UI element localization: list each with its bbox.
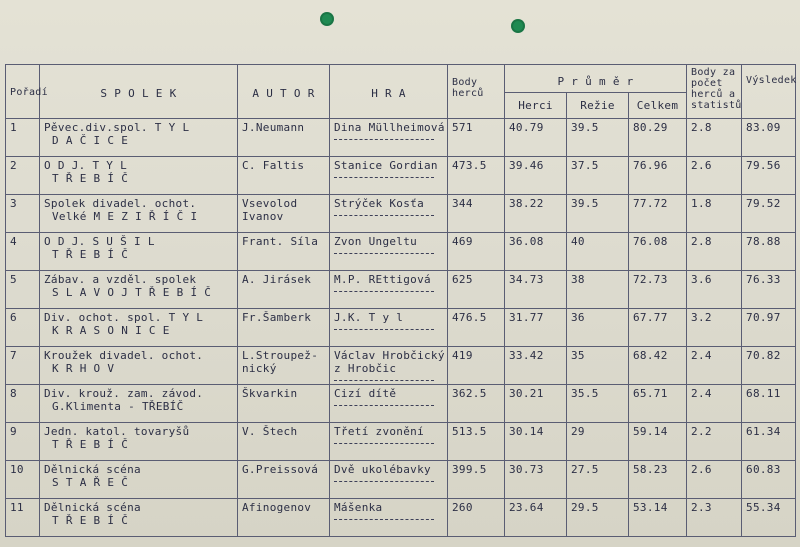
poradi-cell: 3 bbox=[6, 195, 40, 233]
vysledek-cell: 78.88 bbox=[742, 233, 796, 271]
celkem-cell: 68.42 bbox=[629, 347, 687, 385]
hra-line-1: Třetí zvonění bbox=[334, 425, 424, 438]
hra-line-1: Cizí dítě bbox=[334, 387, 397, 400]
hra-line-2: z Hrobčic bbox=[334, 362, 397, 375]
autor-line-1: Fr.Šamberk bbox=[242, 311, 312, 324]
spolek-cell bbox=[40, 233, 238, 271]
table-row bbox=[6, 499, 796, 537]
spolek-line-2: K R H O V bbox=[52, 362, 115, 375]
hra-line-1: M.P. REttigová bbox=[334, 273, 431, 286]
table-row bbox=[6, 119, 796, 157]
hra-cell bbox=[330, 309, 448, 347]
hra-underline bbox=[334, 289, 434, 292]
hra-underline bbox=[334, 175, 434, 178]
herci-cell: 30.21 bbox=[505, 385, 567, 423]
body-cell: 473.5 bbox=[448, 157, 505, 195]
herci-cell: 39.46 bbox=[505, 157, 567, 195]
header-poradi: Pořadí bbox=[6, 65, 40, 119]
table-row bbox=[6, 385, 796, 423]
rezie-cell: 36 bbox=[567, 309, 629, 347]
body-cell: 399.5 bbox=[448, 461, 505, 499]
celkem-cell: 76.96 bbox=[629, 157, 687, 195]
header-rezie: Režie bbox=[567, 93, 629, 119]
body-za-cell: 2.8 bbox=[687, 119, 742, 157]
table-row bbox=[6, 461, 796, 499]
hra-underline bbox=[334, 378, 434, 381]
body-cell: 362.5 bbox=[448, 385, 505, 423]
hra-cell bbox=[330, 195, 448, 233]
autor-cell bbox=[238, 309, 330, 347]
hra-line-1: Mášenka bbox=[334, 501, 383, 514]
body-za-cell: 2.8 bbox=[687, 233, 742, 271]
autor-line-1: Vsevolod bbox=[242, 197, 298, 210]
vysledek-cell: 68.11 bbox=[742, 385, 796, 423]
vysledek-cell: 83.09 bbox=[742, 119, 796, 157]
hra-underline bbox=[334, 441, 434, 444]
table-row bbox=[6, 423, 796, 461]
spolek-line-1: O D J. S U Š I L bbox=[44, 235, 155, 248]
autor-line-1: G.Preissová bbox=[242, 463, 319, 476]
body-za-cell: 2.6 bbox=[687, 157, 742, 195]
spolek-line-2: G.Klimenta - TŘEBÍČ bbox=[52, 400, 184, 413]
poradi-cell: 5 bbox=[6, 271, 40, 309]
autor-line-1: Afinogenov bbox=[242, 501, 312, 514]
vysledek-cell: 76.33 bbox=[742, 271, 796, 309]
poradi-cell: 11 bbox=[6, 499, 40, 537]
autor-cell bbox=[238, 461, 330, 499]
herci-cell: 40.79 bbox=[505, 119, 567, 157]
header-body-za: Body za počet herců a statistů bbox=[687, 65, 742, 119]
autor-cell bbox=[238, 119, 330, 157]
herci-cell: 33.42 bbox=[505, 347, 567, 385]
rezie-cell: 39.5 bbox=[567, 119, 629, 157]
hra-line-1: Strýček Kosťa bbox=[334, 197, 424, 210]
header-prumer: P r ů m ě r bbox=[505, 65, 687, 93]
spolek-line-1: Spolek divadel. ochot. bbox=[44, 197, 197, 210]
hra-cell bbox=[330, 385, 448, 423]
celkem-cell: 72.73 bbox=[629, 271, 687, 309]
herci-cell: 31.77 bbox=[505, 309, 567, 347]
hra-underline bbox=[334, 137, 434, 140]
rezie-cell: 38 bbox=[567, 271, 629, 309]
spolek-cell bbox=[40, 423, 238, 461]
autor-cell bbox=[238, 423, 330, 461]
autor-line-1: J.Neumann bbox=[242, 121, 305, 134]
vysledek-cell: 60.83 bbox=[742, 461, 796, 499]
hra-underline bbox=[334, 517, 434, 520]
autor-line-1: Frant. Síla bbox=[242, 235, 319, 248]
spolek-cell bbox=[40, 461, 238, 499]
poradi-cell: 9 bbox=[6, 423, 40, 461]
poradi-cell: 7 bbox=[6, 347, 40, 385]
spolek-line-1: Div. krouž. zam. závod. bbox=[44, 387, 204, 400]
hra-cell bbox=[330, 461, 448, 499]
body-cell: 625 bbox=[448, 271, 505, 309]
celkem-cell: 76.08 bbox=[629, 233, 687, 271]
hra-cell bbox=[330, 423, 448, 461]
autor-line-2: Ivanov bbox=[242, 210, 284, 223]
spolek-line-1: Kroužek divadel. ochot. bbox=[44, 349, 204, 362]
autor-line-1: Škvarkin bbox=[242, 387, 298, 400]
header-autor: A U T O R bbox=[238, 65, 330, 119]
autor-cell bbox=[238, 195, 330, 233]
autor-cell bbox=[238, 157, 330, 195]
hra-line-1: J.K. T y l bbox=[334, 311, 404, 324]
body-za-cell: 1.8 bbox=[687, 195, 742, 233]
rezie-cell: 35 bbox=[567, 347, 629, 385]
header-hra: H R A bbox=[330, 65, 448, 119]
body-cell: 469 bbox=[448, 233, 505, 271]
body-cell: 419 bbox=[448, 347, 505, 385]
vysledek-cell: 70.82 bbox=[742, 347, 796, 385]
hra-underline bbox=[334, 479, 434, 482]
hra-cell bbox=[330, 119, 448, 157]
spolek-cell bbox=[40, 347, 238, 385]
poradi-cell: 10 bbox=[6, 461, 40, 499]
celkem-cell: 53.14 bbox=[629, 499, 687, 537]
body-za-cell: 2.4 bbox=[687, 385, 742, 423]
header-vysledek: Výsledek bbox=[742, 65, 796, 119]
spolek-line-2: S T A Ř E Č bbox=[52, 476, 129, 489]
celkem-cell: 65.71 bbox=[629, 385, 687, 423]
spolek-line-2: T Ř E B Í Č bbox=[52, 514, 129, 527]
vysledek-cell: 55.34 bbox=[742, 499, 796, 537]
hra-line-1: Dina Müllheimová bbox=[334, 121, 445, 134]
hra-cell bbox=[330, 233, 448, 271]
hra-underline bbox=[334, 251, 434, 254]
body-za-cell: 2.3 bbox=[687, 499, 742, 537]
hra-line-1: Dvě ukolébavky bbox=[334, 463, 431, 476]
herci-cell: 38.22 bbox=[505, 195, 567, 233]
hra-underline bbox=[334, 213, 434, 216]
spolek-line-1: Jedn. katol. tovaryšů bbox=[44, 425, 190, 438]
spolek-cell bbox=[40, 309, 238, 347]
poradi-cell: 6 bbox=[6, 309, 40, 347]
vysledek-cell: 79.52 bbox=[742, 195, 796, 233]
vysledek-cell: 61.34 bbox=[742, 423, 796, 461]
autor-cell bbox=[238, 347, 330, 385]
celkem-cell: 58.23 bbox=[629, 461, 687, 499]
poradi-cell: 1 bbox=[6, 119, 40, 157]
table-row bbox=[6, 347, 796, 385]
spolek-cell bbox=[40, 157, 238, 195]
spolek-line-1: Dělnická scéna bbox=[44, 501, 141, 514]
hra-line-1: Zvon Ungeltu bbox=[334, 235, 418, 248]
body-cell: 344 bbox=[448, 195, 505, 233]
table-row bbox=[6, 157, 796, 195]
spolek-line-2: K R A S O N I C E bbox=[52, 324, 170, 337]
spolek-line-1: Zábav. a vzděl. spolek bbox=[44, 273, 197, 286]
rezie-cell: 27.5 bbox=[567, 461, 629, 499]
herci-cell: 36.08 bbox=[505, 233, 567, 271]
pin-dot bbox=[320, 12, 334, 26]
autor-line-1: L.Stroupež- bbox=[242, 349, 319, 362]
vysledek-cell: 79.56 bbox=[742, 157, 796, 195]
spolek-line-2: Velké M E Z I Ř Í Č I bbox=[52, 210, 198, 223]
celkem-cell: 77.72 bbox=[629, 195, 687, 233]
herci-cell: 34.73 bbox=[505, 271, 567, 309]
autor-line-1: C. Faltis bbox=[242, 159, 305, 172]
spolek-line-1: O D J. T Y L bbox=[44, 159, 128, 172]
autor-line-2: nický bbox=[242, 362, 277, 375]
header-body-hercu: Body herců bbox=[448, 65, 505, 119]
spolek-line-2: T Ř E B Í Č bbox=[52, 248, 129, 261]
body-cell: 513.5 bbox=[448, 423, 505, 461]
table-row bbox=[6, 309, 796, 347]
spolek-cell bbox=[40, 271, 238, 309]
table-row bbox=[6, 195, 796, 233]
autor-cell bbox=[238, 385, 330, 423]
hra-cell bbox=[330, 157, 448, 195]
hra-cell bbox=[330, 347, 448, 385]
spolek-cell bbox=[40, 385, 238, 423]
rezie-cell: 40 bbox=[567, 233, 629, 271]
results-table bbox=[5, 64, 796, 537]
body-cell: 476.5 bbox=[448, 309, 505, 347]
body-za-cell: 3.2 bbox=[687, 309, 742, 347]
hra-underline bbox=[334, 327, 434, 330]
autor-cell bbox=[238, 499, 330, 537]
spolek-line-2: T Ř E B Í Č bbox=[52, 438, 129, 451]
poradi-cell: 2 bbox=[6, 157, 40, 195]
rezie-cell: 37.5 bbox=[567, 157, 629, 195]
celkem-cell: 67.77 bbox=[629, 309, 687, 347]
autor-cell bbox=[238, 271, 330, 309]
table-body bbox=[6, 119, 796, 537]
pin-dot bbox=[511, 19, 525, 33]
autor-cell bbox=[238, 233, 330, 271]
body-cell: 571 bbox=[448, 119, 505, 157]
spolek-line-2: D A Č I C E bbox=[52, 134, 129, 147]
header-herci: Herci bbox=[505, 93, 567, 119]
rezie-cell: 29.5 bbox=[567, 499, 629, 537]
table-row bbox=[6, 271, 796, 309]
autor-line-1: A. Jirásek bbox=[242, 273, 312, 286]
spolek-cell bbox=[40, 195, 238, 233]
body-cell: 260 bbox=[448, 499, 505, 537]
spolek-line-2: T Ř E B Í Č bbox=[52, 172, 129, 185]
hra-underline bbox=[334, 403, 434, 406]
spolek-line-2: S L A V O J T Ř E B Í Č bbox=[52, 286, 212, 299]
celkem-cell: 59.14 bbox=[629, 423, 687, 461]
poradi-cell: 4 bbox=[6, 233, 40, 271]
hra-line-1: Stanice Gordian bbox=[334, 159, 438, 172]
spolek-cell bbox=[40, 119, 238, 157]
spolek-cell bbox=[40, 499, 238, 537]
herci-cell: 23.64 bbox=[505, 499, 567, 537]
spolek-line-1: Dělnická scéna bbox=[44, 463, 141, 476]
header-celkem: Celkem bbox=[629, 93, 687, 119]
poradi-cell: 8 bbox=[6, 385, 40, 423]
hra-cell bbox=[330, 499, 448, 537]
table-row bbox=[6, 233, 796, 271]
celkem-cell: 80.29 bbox=[629, 119, 687, 157]
autor-line-1: V. Štech bbox=[242, 425, 298, 438]
body-za-cell: 2.4 bbox=[687, 347, 742, 385]
rezie-cell: 39.5 bbox=[567, 195, 629, 233]
vysledek-cell: 70.97 bbox=[742, 309, 796, 347]
herci-cell: 30.73 bbox=[505, 461, 567, 499]
rezie-cell: 29 bbox=[567, 423, 629, 461]
spolek-line-1: Div. ochot. spol. T Y L bbox=[44, 311, 204, 324]
herci-cell: 30.14 bbox=[505, 423, 567, 461]
header-spolek: S P O L E K bbox=[40, 65, 238, 119]
rezie-cell: 35.5 bbox=[567, 385, 629, 423]
body-za-cell: 2.2 bbox=[687, 423, 742, 461]
hra-cell bbox=[330, 271, 448, 309]
body-za-cell: 3.6 bbox=[687, 271, 742, 309]
spolek-line-1: Pěvec.div.spol. T Y L bbox=[44, 121, 190, 134]
body-za-cell: 2.6 bbox=[687, 461, 742, 499]
hra-line-1: Václav Hrobčický bbox=[334, 349, 445, 362]
